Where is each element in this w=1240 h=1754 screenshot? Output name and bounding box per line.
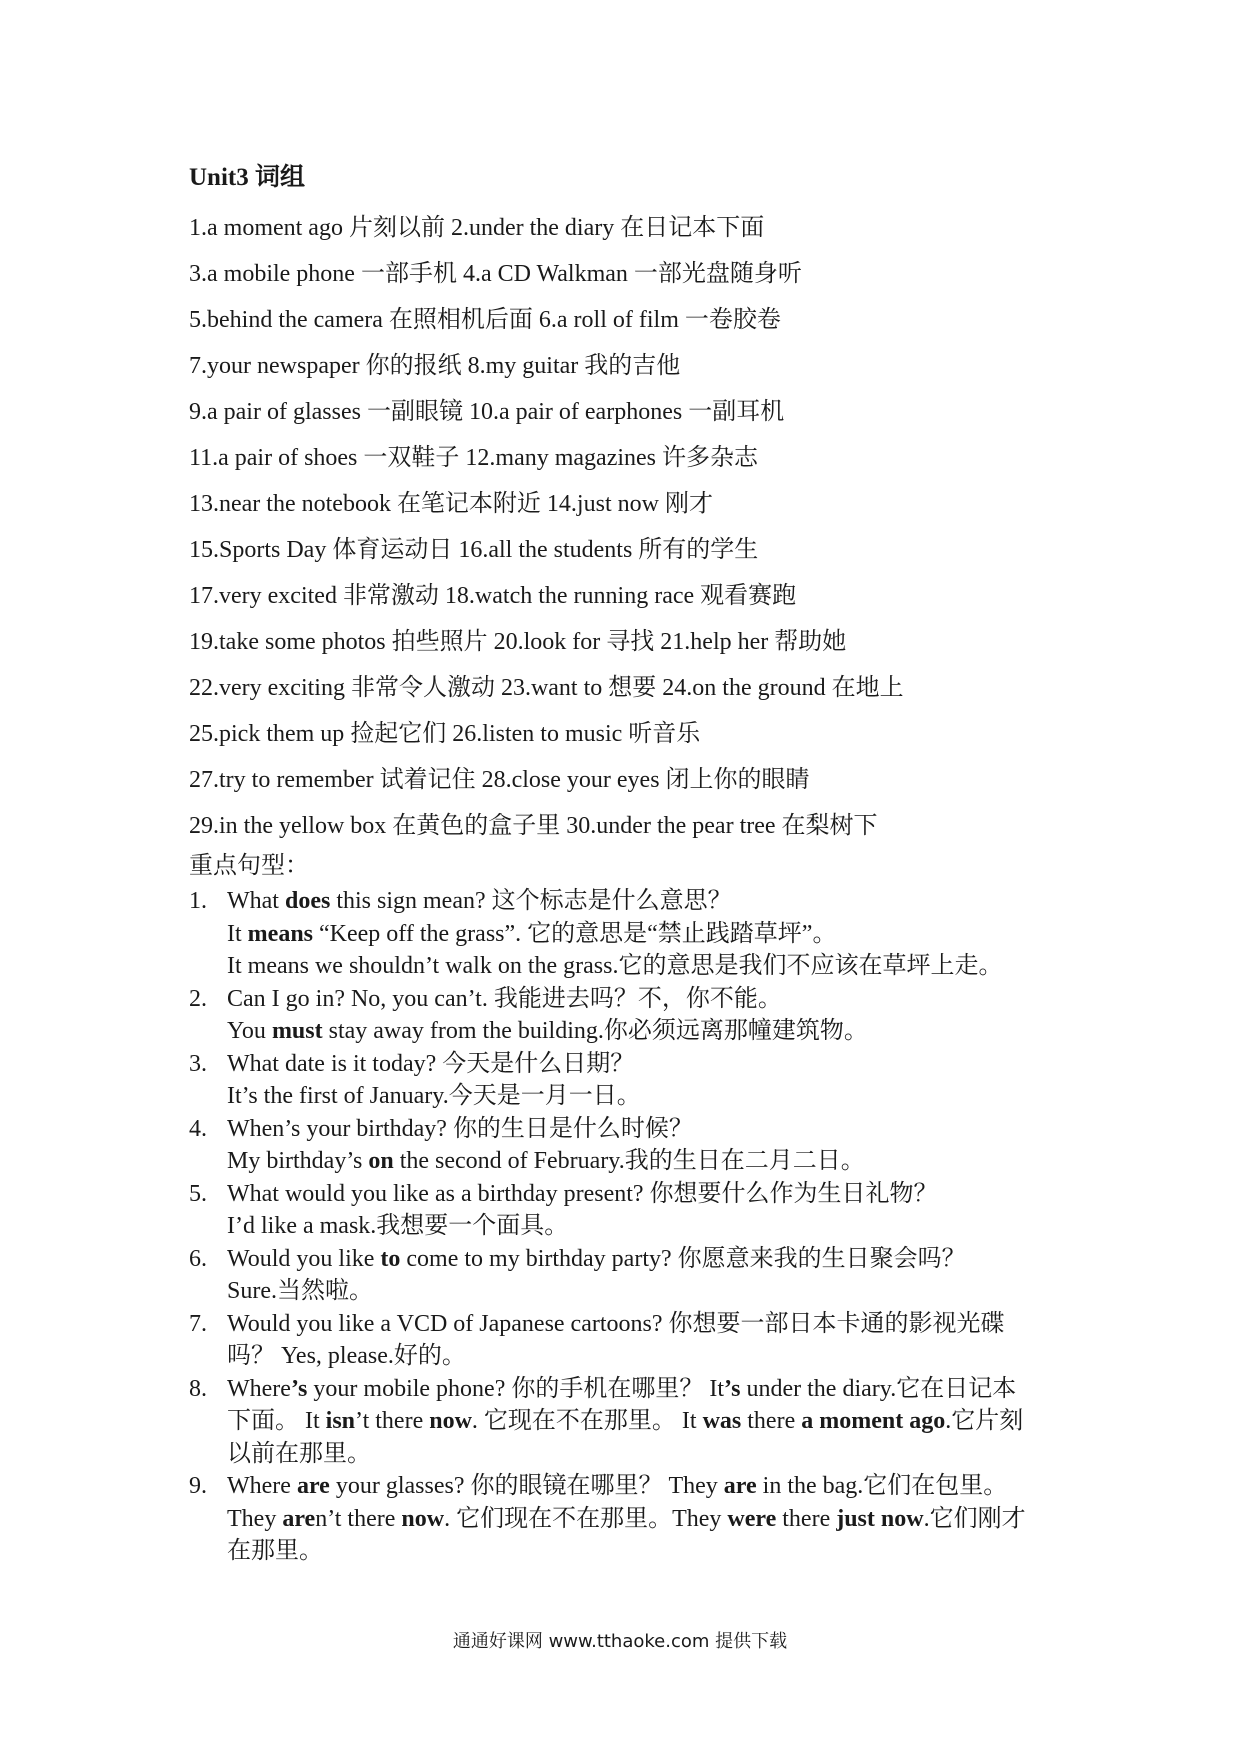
- sentence-text: . 它现在不在那里。 It: [471, 1408, 703, 1434]
- sentence-line: [227, 1178, 1069, 1211]
- bold-keyword: were: [727, 1505, 777, 1532]
- sentence-text: . 它们现在不在那里。They: [444, 1505, 728, 1532]
- bold-keyword: now: [401, 1505, 445, 1532]
- sentence-line: [227, 1470, 1069, 1503]
- sentence-line: [227, 1373, 1069, 1406]
- key-sentences-list: [189, 885, 1069, 1568]
- sentence-text: there: [741, 1408, 802, 1434]
- bold-keyword: now: [429, 1408, 472, 1434]
- sentence-text: Would you like a VCD of Japanese cartoons? 你想要一部日本卡通的影视光碟: [227, 1310, 1005, 1337]
- sentence-text: 吗？ Yes, please.好的。: [227, 1343, 466, 1369]
- sentence-body: [227, 1243, 1069, 1308]
- sentence-number: 7.: [189, 1310, 207, 1337]
- sentence-text: 以前在那里。: [227, 1440, 371, 1467]
- sentence-body: [227, 1113, 1069, 1178]
- phrase-line: 7.your newspaper 你的报纸 8.my guitar 我的吉他: [189, 353, 681, 379]
- sentence-text: .它片刻: [945, 1408, 1024, 1434]
- sentence-text: Can I go in? No, you can’t. 我能进去吗？不，你不能。: [227, 985, 782, 1012]
- bold-keyword: was: [702, 1408, 742, 1434]
- sentence-number: 2.: [189, 985, 207, 1012]
- sentence-number: 9.: [189, 1473, 207, 1499]
- sentence-text: It: [227, 920, 248, 947]
- sentence-line: [227, 1048, 1069, 1081]
- phrase-line: 5.behind the camera 在照相机后面 6.a roll of film 一卷胶卷: [189, 307, 781, 333]
- bold-keyword: must: [271, 1018, 323, 1044]
- sentence-body: [227, 1373, 1069, 1471]
- phrase-list: [189, 205, 1089, 849]
- sentence-line: [227, 1438, 1069, 1471]
- phrase-line: 19.take some photos 拍些照片 20.look for 寻找 21.help her 帮助她: [189, 629, 847, 655]
- bold-keyword: means: [247, 920, 314, 947]
- sentence-text: What date is it today? 今天是什么日期？: [227, 1050, 635, 1077]
- sentence-text: They: [227, 1505, 283, 1532]
- sentence-body: [227, 885, 1069, 983]
- sentence-text: Where: [227, 1473, 297, 1499]
- phrase-line: 25.pick them up 捡起它们 26.listen to music 听音乐: [189, 721, 701, 747]
- sentence-number: 4.: [189, 1115, 207, 1142]
- sentence-item: [189, 1048, 1069, 1113]
- sentence-text: 下面。 It: [227, 1408, 326, 1434]
- sentence-item: [189, 1113, 1069, 1178]
- sentence-text: n’t there: [315, 1505, 402, 1532]
- sentence-text: What would you like as a birthday present? 你想要什么作为生日礼物？: [227, 1180, 938, 1207]
- sentence-item: [189, 1178, 1069, 1243]
- sentence-text: What: [227, 888, 285, 914]
- phrase-line: 9.a pair of glasses 一副眼镜 10.a pair of earphones 一副耳机: [189, 399, 785, 425]
- sentence-text: the second of February.我的生日在二月二日。: [393, 1148, 865, 1174]
- sentence-text: You: [227, 1018, 272, 1044]
- sentence-line: [227, 1340, 1069, 1373]
- unit-title: Unit3 词组: [189, 164, 305, 191]
- sentence-line: [227, 1535, 1069, 1568]
- sentence-body: [227, 1048, 1069, 1113]
- sentence-number: 8.: [189, 1375, 207, 1402]
- sentence-item: [189, 1373, 1069, 1471]
- bold-keyword: are: [723, 1473, 757, 1499]
- sentence-line: [227, 1210, 1069, 1243]
- sentence-line: [227, 1275, 1069, 1308]
- bold-keyword: are: [282, 1505, 316, 1532]
- sentence-text: under the diary.它在日记本: [740, 1375, 1017, 1402]
- sentence-text: stay away from the building.你必须远离那幢建筑物。: [322, 1018, 868, 1044]
- sentence-body: [227, 1178, 1069, 1243]
- sentence-line: [227, 1243, 1069, 1276]
- sentence-text: this sign mean? 这个标志是什么意思？: [330, 888, 732, 914]
- sentence-line: [227, 1145, 1069, 1178]
- phrase-line: 13.near the notebook 在笔记本附近 14.just now 刚才: [189, 491, 713, 517]
- sentence-text: My birthday’s: [227, 1148, 369, 1174]
- sentence-text: there: [776, 1505, 837, 1532]
- sentence-body: [227, 1308, 1069, 1373]
- sentence-text: ’t there: [355, 1408, 430, 1434]
- sentence-text: When’s your birthday? 你的生日是什么时候？: [227, 1115, 693, 1142]
- phrase-line: 3.a mobile phone 一部手机 4.a CD Walkman 一部光盘随身听: [189, 261, 802, 287]
- sentence-line: [227, 918, 1069, 951]
- bold-keyword: isn: [325, 1408, 356, 1434]
- sentence-item: [189, 1470, 1069, 1568]
- key-sentences-heading: 重点句型：: [189, 853, 309, 879]
- sentence-text: come to my birthday party? 你愿意来我的生日聚会吗？: [400, 1245, 966, 1272]
- sentence-item: [189, 885, 1069, 983]
- sentence-line: [227, 983, 1069, 1016]
- phrase-line: 1.a moment ago 片刻以前 2.under the diary 在日记本下面: [189, 215, 765, 241]
- phrase-line: 22.very exciting 非常令人激动 23.want to 想要 24.on the ground 在地上: [189, 675, 904, 701]
- phrase-line: 27.try to remember 试着记住 28.close your eyes 闭上你的眼睛: [189, 767, 810, 793]
- bold-keyword: to: [380, 1245, 401, 1272]
- footer-credit: 通通好课网 www.tthaoke.com 提供下载: [452, 1631, 788, 1652]
- sentence-text: I’d like a mask.我想要一个面具。: [227, 1213, 569, 1239]
- sentence-text: 在那里。: [227, 1538, 323, 1564]
- phrase-line: 17.very excited 非常激动 18.watch the running race 观看赛跑: [189, 583, 797, 609]
- sentence-text: Sure.当然啦。: [227, 1278, 373, 1304]
- sentence-text: “Keep off the grass”. 它的意思是“禁止践踏草坪”。: [313, 920, 837, 947]
- sentence-body: [227, 1470, 1069, 1568]
- sentence-number: 6.: [189, 1245, 207, 1272]
- sentence-line: [227, 1503, 1069, 1536]
- bold-keyword: ’s: [724, 1375, 741, 1402]
- sentence-text: It means we shouldn’t walk on the grass.它的意思是我们不应该在草坪上走。: [227, 953, 1003, 979]
- sentence-text: Where: [227, 1375, 291, 1402]
- bold-keyword: are: [296, 1473, 330, 1499]
- sentence-text: your mobile phone? 你的手机在哪里？ It: [307, 1375, 725, 1402]
- bold-keyword: does: [284, 888, 331, 914]
- sentence-text: It’s the first of January.今天是一月一日。: [227, 1083, 641, 1109]
- bold-keyword: a moment ago: [801, 1408, 946, 1434]
- sentence-item: [189, 1243, 1069, 1308]
- sentence-line: [227, 1080, 1069, 1113]
- sentence-text: Would you like: [227, 1245, 381, 1272]
- sentence-line: [227, 1113, 1069, 1146]
- sentence-line: [227, 950, 1069, 983]
- sentence-item: [189, 1308, 1069, 1373]
- phrase-line: 29.in the yellow box 在黄色的盒子里 30.under the pear tree 在梨树下: [189, 813, 878, 839]
- sentence-text: .它们刚才: [923, 1505, 1026, 1532]
- bold-keyword: on: [368, 1148, 394, 1174]
- sentence-line: [227, 1405, 1069, 1438]
- sentence-line: [227, 1015, 1069, 1048]
- sentence-number: 5.: [189, 1180, 207, 1207]
- sentence-number: 1.: [189, 888, 207, 914]
- phrase-line: 15.Sports Day 体育运动日 16.all the students 所有的学生: [189, 537, 759, 563]
- sentence-item: [189, 983, 1069, 1048]
- sentence-number: 3.: [189, 1050, 207, 1077]
- sentence-text: in the bag.它们在包里。: [756, 1473, 1008, 1499]
- bold-keyword: just now: [836, 1505, 924, 1532]
- phrase-line: 11.a pair of shoes 一双鞋子 12.many magazines 许多杂志: [189, 445, 759, 471]
- sentence-body: [227, 983, 1069, 1048]
- sentence-line: [227, 885, 1069, 918]
- sentence-text: your glasses? 你的眼镜在哪里？ They: [329, 1473, 724, 1499]
- sentence-line: [227, 1308, 1069, 1341]
- bold-keyword: ’s: [290, 1375, 308, 1402]
